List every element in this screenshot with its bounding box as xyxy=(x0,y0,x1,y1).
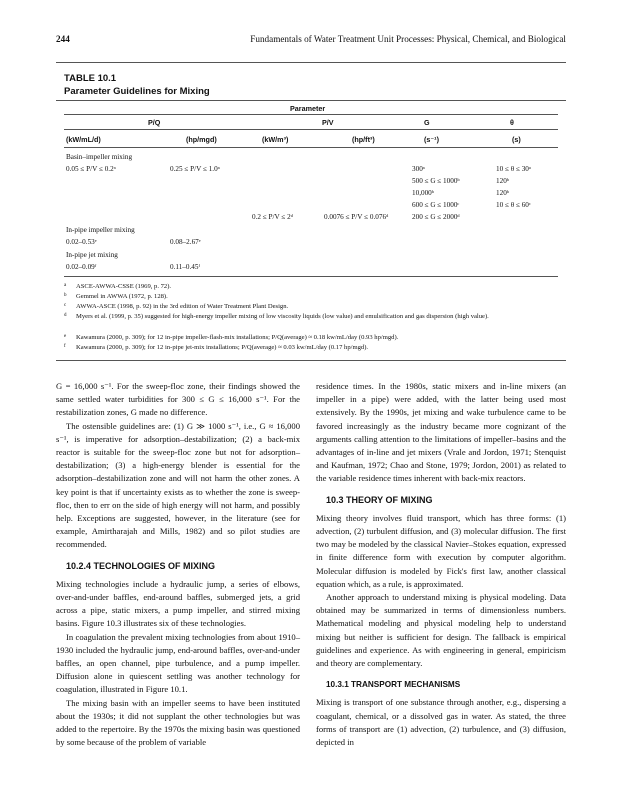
running-header xyxy=(56,34,566,48)
unit-kw-m3: (kW/m³) xyxy=(262,135,289,144)
unit-hp-ft3: (hp/ft³) xyxy=(352,135,375,144)
parameter-heading: Parameter xyxy=(290,104,326,113)
table-cell: 10 ≤ θ ≤ 30ᵃ xyxy=(496,165,531,173)
table-cell: 10,000ᵇ xyxy=(412,189,434,197)
table-cell: 0.05 ≤ P/V ≤ 0.2ᵃ xyxy=(66,165,116,173)
table-cell: 200 ≤ G ≤ 2000ᵈ xyxy=(412,213,460,221)
table-cell: 0.11–0.45ᶠ xyxy=(170,263,200,271)
header-pq: P/Q xyxy=(148,118,161,127)
table-footnote: d Myers et al. (1999, p. 35) suggested for high-energy impeller mixing of low viscosity liquids (low value) and emulsification and gas dispersion (high value). xyxy=(64,313,489,320)
table-footnote: c AWWA-ASCE (1998, p. 92) in the 3rd edition of Water Treatment Plant Design. xyxy=(64,303,289,310)
table-cell: 0.0076 ≤ P/V ≤ 0.076ᵈ xyxy=(324,213,389,221)
section-heading: 10.2.4 TECHNOLOGIES OF MIXING xyxy=(66,560,216,571)
table-caption-rule xyxy=(56,100,566,101)
paragraph: The ostensible guidelines are: (1) G ≫ 1000 s⁻¹, i.e., G ≈ 16,000 s⁻¹, is imperative for adsorption–destabilization; (2) a back-mix reactor is suitable for the sweep-floc zone but not for adsorption–destabilization; (3) a high-energy blender is essential for the adsorption–destabilization zone and will not harm the other zones. A key point is that if uncertainty exists as to whether the zone is sweep-floc, then to err on the side of high energy will not harm, and possibly help. Exceptions are suggested, however, in the literature (see for example, Amirtharajah and Mills, 1982) and so pilot studies are recommended. xyxy=(56,420,300,550)
table-cell: 0.2 ≤ P/V ≤ 2ᵈ xyxy=(252,213,293,221)
unit-s-inv: (s⁻¹) xyxy=(424,135,439,144)
header-pv: P/V xyxy=(322,118,334,127)
table-label: TABLE 10.1 xyxy=(64,73,117,84)
table-cell: 120ᵇ xyxy=(496,189,510,197)
paragraph: Mixing theory involves fluid transport, which has three forms: (1) advection, (2) turbulent diffusion, and (3) molecular diffusion. The first two may be modeled by the classical Navier–Stokes equation, expressed in finite difference form with execution by computer algorithm. Molecular diffusion is modeled by Fick's first law, another classical equation which, as a rule, is approximated. xyxy=(316,512,566,589)
header-g: G xyxy=(424,118,430,127)
table-cell: 300ᵃ xyxy=(412,165,425,173)
left-column xyxy=(56,380,300,749)
subsection-heading: 10.3.1 TRANSPORT MECHANISMS xyxy=(326,680,461,690)
running-title: Fundamentals of Water Treatment Unit Processes: Physical, Chemical, and Biological xyxy=(250,34,566,44)
paragraph: Mixing is transport of one substance through another, e.g., dispersing a coagulant, chemical, or a dissolved gas in water. As stated, the three forms of transport are (1) advection, (2) turbulence, and (3) diffusion, depicted in xyxy=(316,697,566,748)
section-heading: 10.3 THEORY OF MIXING xyxy=(326,494,433,505)
table-footnote: f Kawamura (2000, p. 309); for 12 in-pipe jet-mix installations; P/Q(average) ≈ 0.03 kw/mL/day (0.17 hp/mgd). xyxy=(64,344,369,351)
page-number: 244 xyxy=(56,34,70,44)
paragraph: Mixing technologies include a hydraulic jump, a series of elbows, over-and-under baffles, end-around baffles, submerged jets, a grid across a pipe, static mixers, a pump impeller, and stirred mixing basins. Figure 10.3 illustrates six of these technologies. xyxy=(56,578,300,629)
row-label-inpipe-jet: In-pipe jet mixing xyxy=(66,251,118,259)
table-top-rule xyxy=(56,62,566,63)
header-theta: θ xyxy=(510,118,514,127)
paragraph: residence times. In the 1980s, static mixers and in-line mixers (an impeller in a pipe) were added, with the latter being used most extensively. By the 1990s, jet mixing and wake turbulence came to be favored increasingly as the industry became more cognizant of the arguments calling attention to the limitations of impeller–basins and the advantages of in-line and jet mixers (Vrale and Jordon, 1971; Stenquist and Kaufman, 1972; Chao and Stone, 1979; Jordon, 2001) as related to the variable residence times inherent with back-mix reactors. xyxy=(316,381,566,484)
unit-kw-ml-d: (kW/mL/d) xyxy=(66,135,101,144)
table-bottom-rule xyxy=(56,360,566,361)
group-rule xyxy=(64,129,558,130)
paragraph: Another approach to understand mixing is physical modeling. Data obtained may be summarized in terms of dimensionless numbers. Mathematical modeling and physical modeling help to understand mixing but neither is sufficient for design. The fallback is empirical guidelines and experience. As with engineering in general, empiricism and theory are complementary. xyxy=(316,592,566,669)
table-body-rule xyxy=(64,276,558,277)
parameter-rule xyxy=(64,114,558,115)
paragraph: The mixing basin with an impeller seems to have been instituted about the 1930s; it did not supplant the other technologies but was added to the repertoire. By the 1970s the mixing basin was questioned by some because of the problem of variable xyxy=(56,697,300,748)
unit-rule xyxy=(64,147,558,148)
table-footnote: e Kawamura (2000, p. 309); for 12 in-pipe impeller-flash-mix installations; P/Q(average) ≈ 0.18 kw/mL/day (0.93 hp/mgd). xyxy=(64,334,399,341)
table-cell: 0.25 ≤ P/V ≤ 1.0ᵃ xyxy=(170,165,220,173)
right-column xyxy=(316,380,566,749)
paragraph: G = 16,000 s⁻¹. For the sweep-floc zone, their findings showed the same settled water turbidities for 300 ≤ G ≤ 16,000 s⁻¹. For the restabilization zones, G made no difference. xyxy=(56,381,300,418)
table-cell: 500 ≤ G ≤ 1000ᵇ xyxy=(412,177,460,185)
unit-hp-mgd: (hp/mgd) xyxy=(186,135,217,144)
table-footnote: a ASCE-AWWA-CSSE (1969, p. 72). xyxy=(64,283,172,290)
table-cell: 600 ≤ G ≤ 1000ᶜ xyxy=(412,201,460,209)
row-label-inpipe-impeller: In-pipe impeller mixing xyxy=(66,226,135,234)
table-cell: 10 ≤ θ ≤ 60ᶜ xyxy=(496,201,531,209)
table-cell: 0.02–0.53ᵉ xyxy=(66,238,97,246)
table-cell: 0.08–2.67ᵉ xyxy=(170,238,201,246)
table-caption: Parameter Guidelines for Mixing xyxy=(64,86,210,97)
paragraph: In coagulation the prevalent mixing technologies from about 1910–1930 included the hydraulic jump, end-around baffles, over-and-under baffles, an open channel, pipe turbulence, and a pump impeller. Diffusion alone in quiescent settling was another technology for coagulation, illustrated in Figure 10.1. xyxy=(56,631,300,695)
table-cell: 0.02–0.09ᶠ xyxy=(66,263,97,271)
row-label-basin: Basin–impeller mixing xyxy=(66,153,133,161)
table-footnote: b Gemmel in AWWA (1972, p. 128). xyxy=(64,293,168,300)
unit-s: (s) xyxy=(512,135,521,144)
table-cell: 120ᵇ xyxy=(496,177,510,185)
